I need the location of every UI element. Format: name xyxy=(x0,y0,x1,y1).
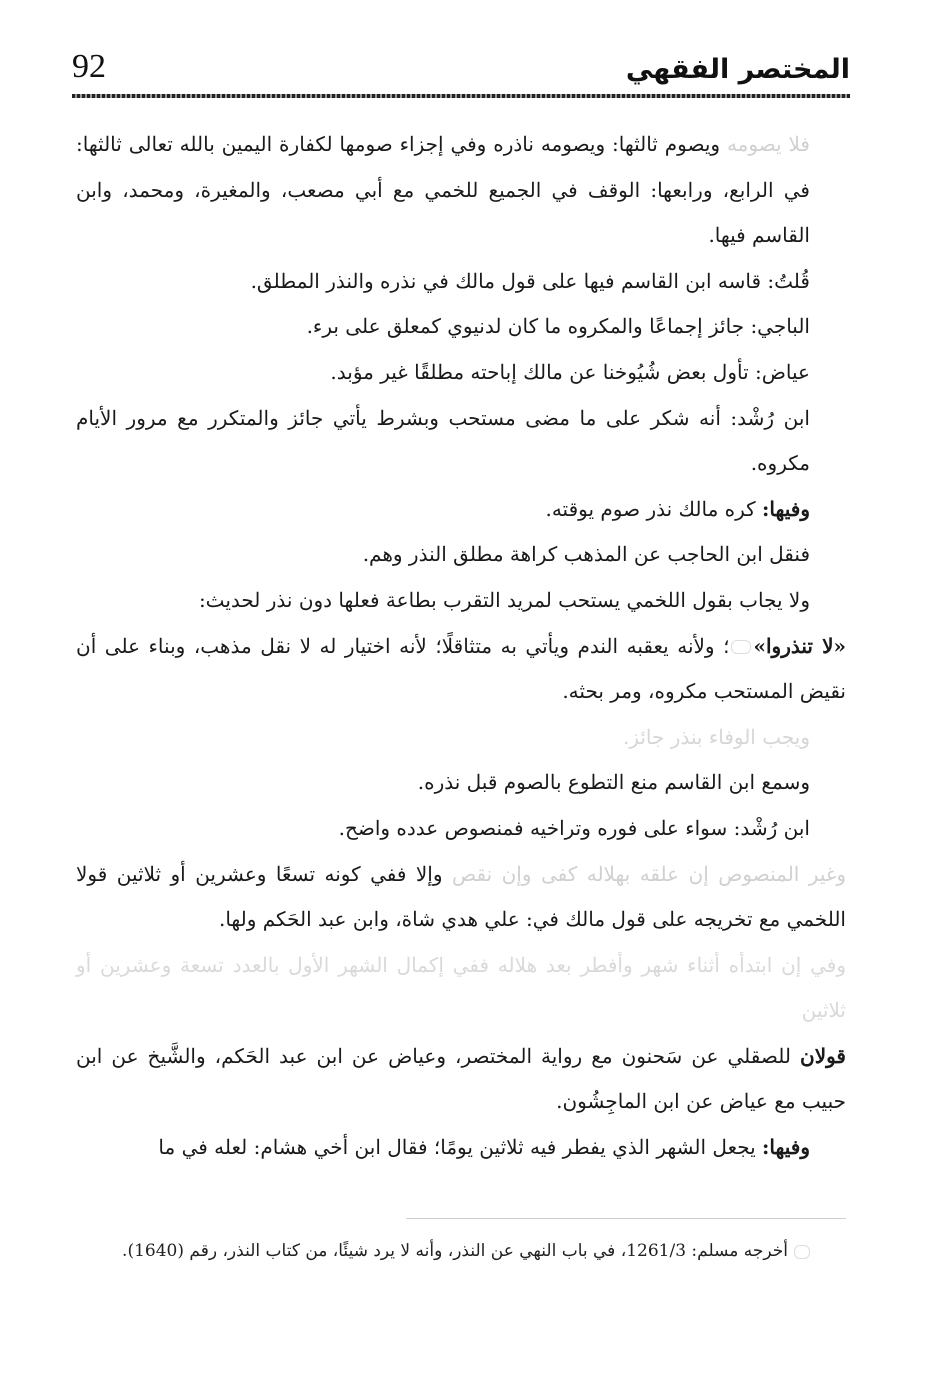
footnote-rule xyxy=(406,1218,846,1219)
page-header xyxy=(72,44,850,104)
faded-line: وفي إن ابتدأه أثناء شهر وأفطر بعد هلاله ففي إكمال الشهر الأول بالعدد تسعة وعشرين أو ثلاثين xyxy=(76,952,846,1023)
running-title: المختصر الفقهي xyxy=(625,54,850,85)
paragraph xyxy=(76,1034,846,1125)
paragraph: عياض: تأول بعض شُيُوخنا عن مالك إباحته مطلقًا غير مؤبد. xyxy=(330,359,810,384)
paragraph-text: ويصوم ثالثها: ويصومه ناذره وفي إجزاء صومها لكفارة اليمين بالله تعالى ثالثها: في الرابع، ورابعها: الوقف في الجميع للخمي مع أبي مصعب، والمغيرة، ومحمد، وابن القاسم فيها. xyxy=(76,132,810,248)
paragraph: ابن رُشْد: أنه شكر على ما مضى مستحب وبشرط يأتي جائز والمتكرر مع مرور الأيام مكروه. xyxy=(76,405,810,476)
bold-lead: وفيها: xyxy=(762,496,810,521)
footnote-text: أخرجه مسلم: 1261/3، في باب النهي عن النذر، وأنه لا يرد شيئًا، من كتاب النذر، رقم (1640). xyxy=(122,1241,788,1261)
paragraph: ابن رُشْد: سواء على فوره وتراخيه فمنصوص عدده واضح. xyxy=(338,815,810,840)
paragraph: قُلتُ: قاسه ابن القاسم فيها على قول مالك في نذره والنذر المطلق. xyxy=(250,268,810,293)
paragraph xyxy=(76,624,846,715)
header-rule xyxy=(72,94,850,98)
faded-text: فلا يصومه xyxy=(726,132,810,156)
paragraph-text: وإلا ففي كونه تسعًا وعشرين أو ثلاثين قولا اللخمي مع تخريجه على قول مالك في: علي هدي شاة، وابن عبد الحَكم ولها. xyxy=(76,861,846,932)
paragraph: فنقل ابن الحاجب عن المذهب كراهة مطلق النذر وهم. xyxy=(362,542,810,567)
paragraph: الباجي: جائز إجماعًا والمكروه ما كان لدنيوي كمعلق على برء. xyxy=(306,314,810,339)
paragraph-text: للصقلي عن سَحنون مع رواية المختصر، وعياض عن ابن عبد الحَكم، والشَّيخ عن ابن حبيب مع عياض عن ابن الماجِشُون. xyxy=(76,1043,846,1114)
paragraph xyxy=(76,122,846,259)
paragraph-text: ؛ ولأنه يعقبه الندم ويأتي به متثاقلًا؛ لأنه اختيار له لا نقل مذهب، وبناء على أن نقيض المستحب مكروه، ومر بحثه. xyxy=(76,633,846,704)
faded-line: ويجب الوفاء بنذر جائز. xyxy=(622,724,810,749)
footnote-ref-icon xyxy=(731,640,751,654)
faded-text: وغير المنصوص إن علقه بهلاله كفى وإن نقص xyxy=(451,861,846,886)
paragraph-text: كره مالك نذر صوم يوقته. xyxy=(545,496,763,521)
paragraph xyxy=(76,852,846,943)
paragraph: وسمع ابن القاسم منع التطوع بالصوم قبل نذره. xyxy=(417,770,810,795)
paragraph-text: يجعل الشهر الذي يفطر فيه ثلاثين يومًا؛ فقال ابن أخي هشام: لعله في ما xyxy=(158,1135,763,1160)
bold-lead: قولان xyxy=(800,1043,846,1068)
paragraph: ولا يجاب بقول اللخمي يستحب لمريد التقرب بطاعة فعلها دون نذر لحديث: xyxy=(198,587,810,612)
footnote-marker-icon xyxy=(794,1245,810,1259)
paragraph xyxy=(76,1125,846,1171)
footnote xyxy=(80,1236,810,1266)
footnotes xyxy=(80,1236,810,1266)
quoted-hadith: «لا تنذروا» xyxy=(753,633,846,658)
paragraph xyxy=(76,487,846,533)
bold-lead: وفيها: xyxy=(762,1135,810,1160)
page-number: 92 xyxy=(72,48,106,85)
body-text xyxy=(76,122,846,1171)
